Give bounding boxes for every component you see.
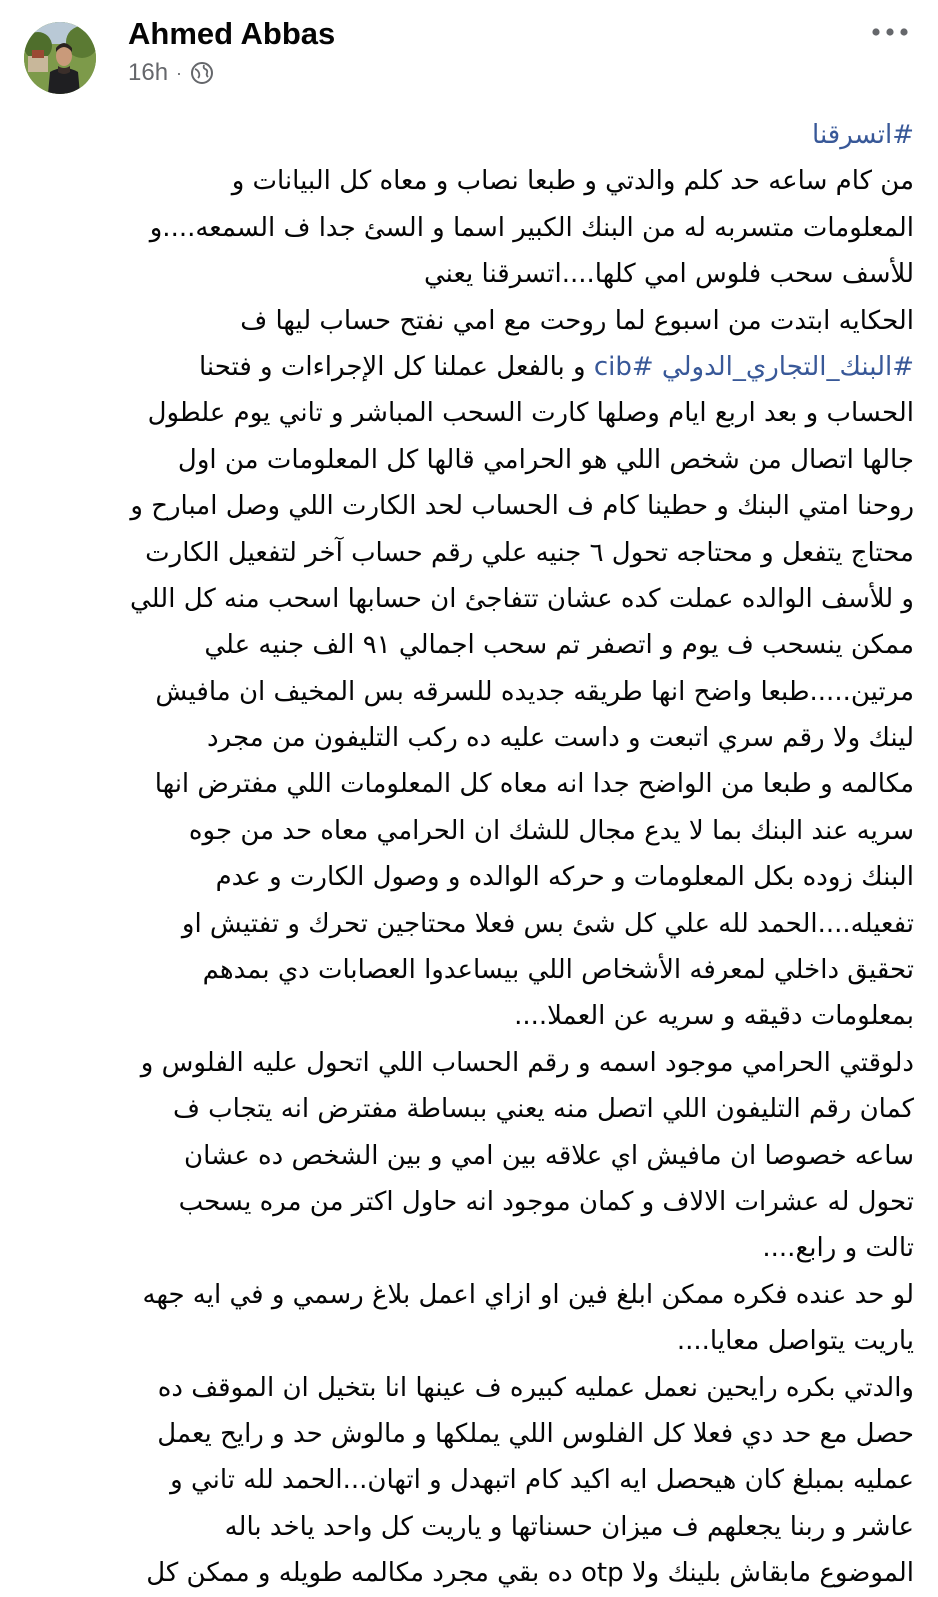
post-text-line	[22, 390, 914, 436]
post-text-line	[22, 251, 914, 297]
post-text: البنك زوده بكل المعلومات و حركه الوالده و وصول الكارت و عدم	[215, 862, 914, 893]
post-text-line	[22, 1457, 914, 1503]
post-text: مكالمه و طبعا من الواضح جدا انه معاه كل المعلومات اللي مفترض انها	[154, 769, 914, 800]
post-text: الموضوع مابقاش بلينك ولا otp ده بقي مجرد مكالمه طويله و ممكن كل	[146, 1558, 914, 1589]
post-text-line	[22, 1318, 914, 1364]
post-text: للأسف سحب فلوس امي كلها....اتسرقنا يعني	[423, 259, 914, 290]
post-text: المعلومات متسربه له من البنك الكبير اسما و السئ جدا ف السمعه....و	[149, 212, 914, 243]
post-text: ياريت يتواصل معايا....	[676, 1326, 914, 1357]
post-text-line	[22, 205, 914, 251]
post-text: روحنا امتي البنك و حطينا كام ف الحساب لحد الكارت اللي وصل امبارح و	[130, 491, 914, 522]
post-text: سريه عند البنك بما لا يدع مجال للشك ان الحرامي معاه حد من جوه	[188, 815, 914, 846]
more-horizontal-icon	[870, 27, 910, 37]
post-text-line	[22, 158, 914, 204]
post-text: تالت و رابع....	[762, 1233, 914, 1264]
post-text: جالها اتصال من شخص اللي هو الحرامي قالها كل المعلومات من اول	[177, 444, 914, 475]
post-text: ممكن ينسحب ف يوم و اتصفر تم سحب اجمالي ٩١ الف جنيه علي	[204, 630, 914, 661]
more-options-button[interactable]	[868, 18, 912, 46]
post-text-line	[22, 530, 914, 576]
post-text-line	[22, 1272, 914, 1318]
hashtag-link[interactable]: #البنك_التجاري_الدولي	[661, 351, 914, 382]
meta-separator: ·	[176, 62, 183, 83]
post-text: والدتي بكره رايحين نعمل عمليه كبيره ف عينها انا بتخيل ان الموقف ده	[157, 1372, 914, 1403]
post-text: و للأسف الوالده عملت كده عشان تتفاجئ ان حسابها اسحب منه كل اللي	[130, 583, 914, 614]
post-text-line	[22, 437, 914, 483]
globe-icon[interactable]	[190, 61, 214, 85]
post-text-line	[22, 576, 914, 622]
post-text: عاشر و ربنا يجعلهم ف ميزان حسناتها و ياريت كل واحد ياخد باله	[224, 1511, 914, 1542]
post-text-line	[22, 854, 914, 900]
post-text: تحقيق داخلي لمعرفه الأشخاص اللي بيساعدوا العصابات دي بمدهم	[202, 955, 914, 986]
post-text-line	[22, 1086, 914, 1132]
post-text-line	[22, 1225, 914, 1271]
post-text-line	[22, 901, 914, 947]
post-text-line	[22, 715, 914, 761]
post-text-line	[22, 1504, 914, 1550]
hashtag-link[interactable]: #اتسرقنا	[812, 120, 914, 150]
hashtag-link[interactable]: #cib	[593, 351, 654, 382]
post-text: بمعلومات دقيقه و سريه عن العملا....	[514, 1001, 914, 1032]
post-text-line	[22, 1179, 914, 1225]
post-text-line	[22, 483, 914, 529]
author-name[interactable]: Ahmed Abbas	[128, 16, 336, 51]
post-text: كمان رقم التليفون اللي اتصل منه يعني ببساطة مفترض انه يتجاب ف	[172, 1094, 914, 1125]
post-text: الحكايه ابتدت من اسبوع لما روحت مع امي نفتح حساب ليها ف	[240, 305, 914, 336]
post-text	[654, 352, 662, 382]
post-text-line	[22, 947, 914, 993]
post-timestamp[interactable]: 16h	[128, 59, 169, 86]
post-text: لو حد عنده فكره ممكن ابلغ فين او ازاي اعمل بلاغ رسمي و في ايه جهه	[142, 1279, 914, 1310]
post-text-line	[22, 808, 914, 854]
post-text-line	[22, 298, 914, 344]
post-text: لينك ولا رقم سري اتبعت و داست عليه ده ركب التليفون من مجرد	[207, 723, 914, 754]
post-text: ساعه خصوصا ان مافيش اي علاقه بين امي و بين الشخص ده عشان	[184, 1140, 914, 1171]
post-text: تحول له عشرات الالاف و كمان موجود انه حاول اكتر من مره يسحب	[178, 1186, 914, 1217]
post-text-line	[22, 344, 914, 390]
post-text-line	[22, 112, 914, 158]
post-text-line	[22, 993, 914, 1039]
post-text: و بالفعل عملنا كل الإجراءات و فتحنا	[198, 351, 594, 382]
post-text: الحساب و بعد اربع ايام وصلها كارت السحب المباشر و تاني يوم علطول	[147, 398, 914, 429]
post-body	[22, 112, 914, 1597]
post-text-line	[22, 1550, 914, 1596]
avatar-image	[24, 22, 96, 94]
post-text: من كام ساعه حد كلم والدتي و طبعا نصاب و معاه كل البيانات و	[231, 166, 914, 197]
post-text-line	[22, 1365, 914, 1411]
post-text: محتاج يتفعل و محتاجه تحول ٦ جنيه علي رقم حساب آخر لتفعيل الكارت	[145, 537, 914, 568]
post-meta	[128, 58, 214, 88]
post-text-line	[22, 1040, 914, 1086]
post-text-line	[22, 1411, 914, 1457]
post-text-line	[22, 1133, 914, 1179]
post-text: حصل مع حد دي فعلا كل الفلوس اللي يملكها و مالوش حد و رايح يعمل	[157, 1418, 914, 1449]
post-text: تفعيله....الحمد لله علي كل شئ بس فعلا محتاجين تحرك و تفتيش او	[181, 908, 914, 939]
post-text: دلوقتي الحرامي موجود اسمه و رقم الحساب اللي اتحول عليه الفلوس و	[140, 1047, 914, 1078]
post-text-line	[22, 669, 914, 715]
post-text-line	[22, 761, 914, 807]
post-header	[0, 0, 938, 110]
avatar[interactable]	[24, 22, 96, 94]
post-text: عمليه بمبلغ كان هيحصل ايه اكيد كام اتبهدل و اتهان...الحمد لله تاني و	[170, 1465, 914, 1496]
post-text: مرتين.....طبعا واضح انها طريقه جديده للسرقه بس المخيف ان مافيش	[155, 676, 914, 707]
post-text-line	[22, 622, 914, 668]
